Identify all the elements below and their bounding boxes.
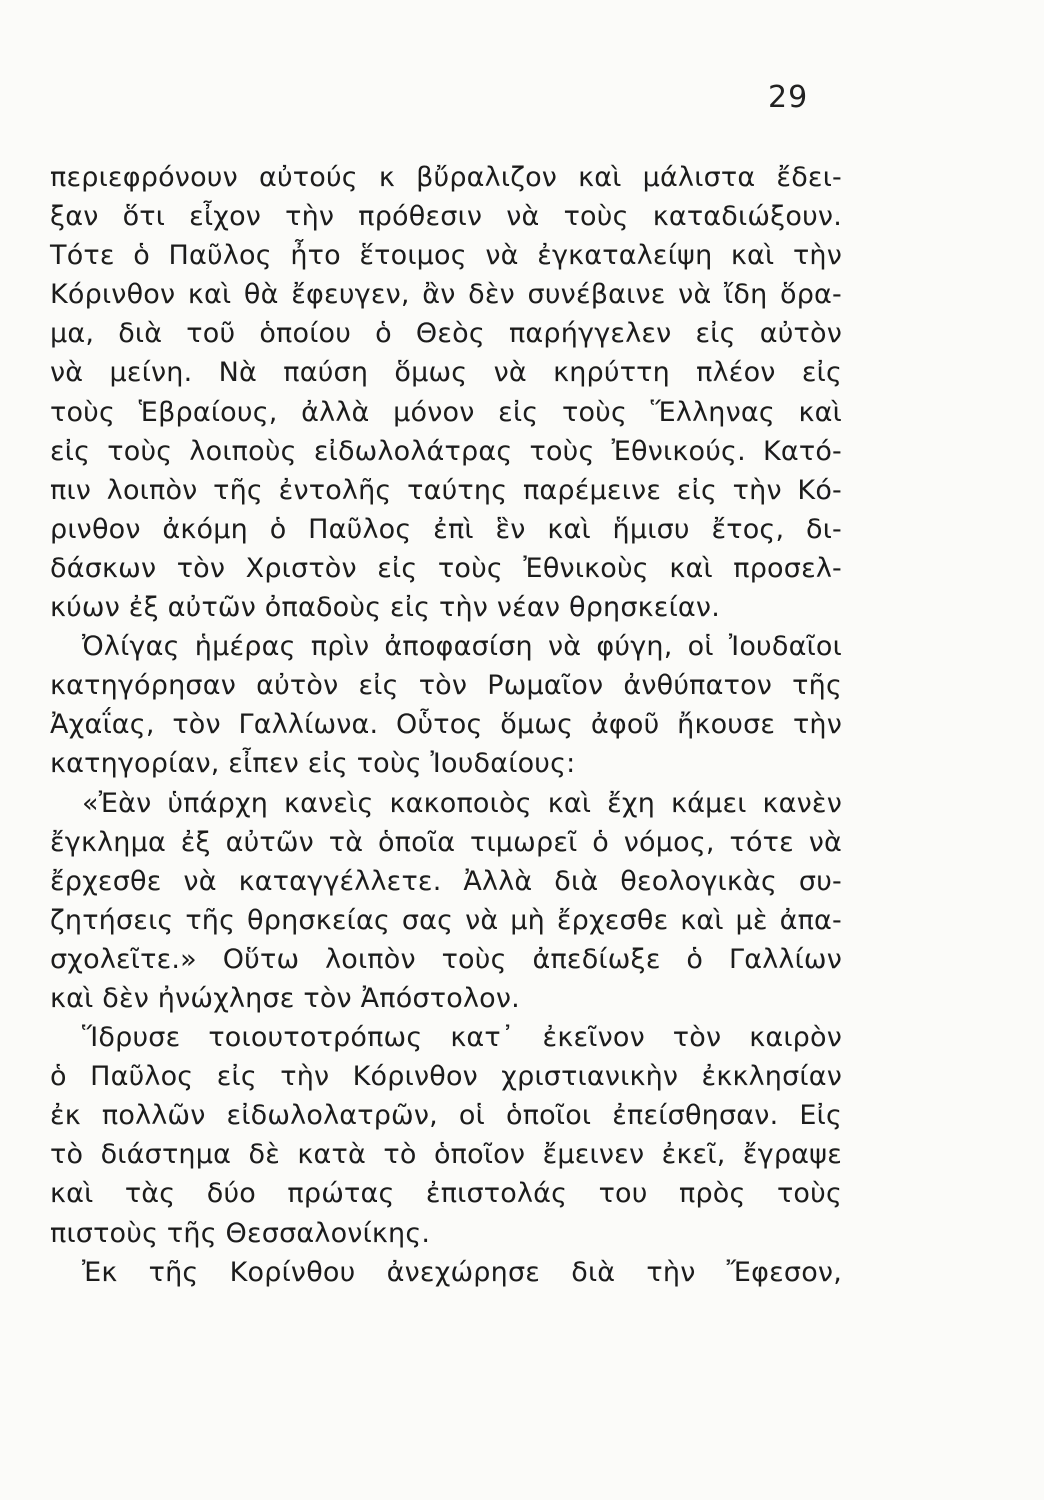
text-line: Κόρινθον καὶ θὰ ἔφευγεν, ἂν δὲν συνέβαινε νὰ ἴδη ὅρα-	[50, 279, 842, 311]
page-number: 29	[768, 80, 809, 115]
text-line: ξαν ὅτι εἶχον τὴν πρόθεσιν νὰ τοὺς καταδιώξουν.	[50, 201, 842, 233]
text-line: κατηγόρησαν αὐτὸν εἰς τὸν Ρωμαῖον ἀνθύπατον τῆς	[50, 670, 842, 702]
text-line: σχολεῖτε.» Οὕτω λοιπὸν τοὺς ἀπεδίωξε ὁ Γαλλίων	[50, 943, 842, 975]
text-line: καὶ τὰς δύο πρώτας ἐπιστολάς του πρὸς τοὺς	[50, 1178, 842, 1210]
text-line: περιεφρόνουν αὐτούς κ βὔραλιζον καὶ μάλιστα ἔδει-	[50, 162, 842, 193]
text-line: καὶ δὲν ἠνώχλησε τὸν Ἀπόστολον.	[50, 982, 520, 1014]
text-line: τοὺς Ἑβραίους, ἀλλὰ μόνον εἰς τοὺς Ἕλληνας καὶ	[50, 396, 842, 428]
text-line: ζητήσεις τῆς θρησκείας σας νὰ μὴ ἔρχεσθε καὶ μὲ ἀπα-	[50, 904, 842, 936]
text-line: Ἐκ τῆς Κορίνθου ἀνεχώρησε διὰ τὴν Ἔφεσον,	[82, 1256, 842, 1288]
body-text	[50, 158, 842, 1292]
text-line: ἔρχεσθε νὰ καταγγέλλετε. Ἀλλὰ διὰ θεολογικὰς συ-	[50, 865, 842, 897]
text-line: Ἵδρυσε τοιουτοτρόπως κατ᾽ ἐκεῖνον τὸν καιρὸν	[82, 1022, 842, 1054]
text-line: πιν λοιπὸν τῆς ἐντολῆς ταύτης παρέμεινε εἰς τὴν Κό-	[50, 474, 842, 506]
text-line: νὰ μείνη. Νὰ παύση ὅμως νὰ κηρύττη πλέον εἰς	[50, 357, 842, 389]
text-line: εἰς τοὺς λοιποὺς εἰδωλολάτρας τοὺς Ἐθνικούς. Κατό-	[50, 435, 842, 467]
text-line: δάσκων τὸν Χριστὸν εἰς τοὺς Ἐθνικοὺς καὶ προσελ-	[50, 552, 842, 584]
text-line: πιστοὺς τῆς Θεσσαλονίκης.	[50, 1217, 431, 1249]
text-line: ὁ Παῦλος εἰς τὴν Κόρινθον χριστιανικὴν ἐκκλησίαν	[50, 1061, 842, 1093]
text-line: Ἀχαΐας, τὸν Γαλλίωνα. Οὗτος ὅμως ἀφοῦ ἤκουσε τὴν	[50, 709, 842, 741]
text-line: ἔγκλημα ἐξ αὐτῶν τὰ ὁποῖα τιμωρεῖ ὁ νόμος, τότε νὰ	[50, 826, 842, 858]
text-line: «Ἐὰν ὑπάρχη κανεὶς κακοποιὸς καὶ ἔχη κάμει κανὲν	[82, 787, 842, 819]
text-line: ἐκ πολλῶν εἰδωλολατρῶν, οἱ ὁποῖοι ἐπείσθησαν. Εἰς	[50, 1100, 842, 1132]
text-line: Τότε ὁ Παῦλος ἦτο ἕτοιμος νὰ ἐγκαταλείψη καὶ τὴν	[50, 240, 842, 272]
text-line: ρινθον ἀκόμη ὁ Παῦλος ἐπὶ ἓν καὶ ἥμισυ ἔτος, δι-	[50, 513, 842, 545]
text-line: τὸ διάστημα δὲ κατὰ τὸ ὁποῖον ἔμεινεν ἐκεῖ, ἔγραψε	[50, 1139, 842, 1171]
text-line: Ὀλίγας ἡμέρας πρὶν ἀποφασίση νὰ φύγη, οἱ Ἰουδαῖοι	[82, 631, 842, 663]
text-line: μα, διὰ τοῦ ὁποίου ὁ Θεὸς παρήγγελεν εἰς αὐτὸν	[50, 318, 842, 350]
text-line: κατηγορίαν, εἶπεν εἰς τοὺς Ἰουδαίους:	[50, 748, 576, 780]
text-line: κύων ἐξ αὐτῶν ὀπαδοὺς εἰς τὴν νέαν θρησκείαν.	[50, 592, 720, 624]
